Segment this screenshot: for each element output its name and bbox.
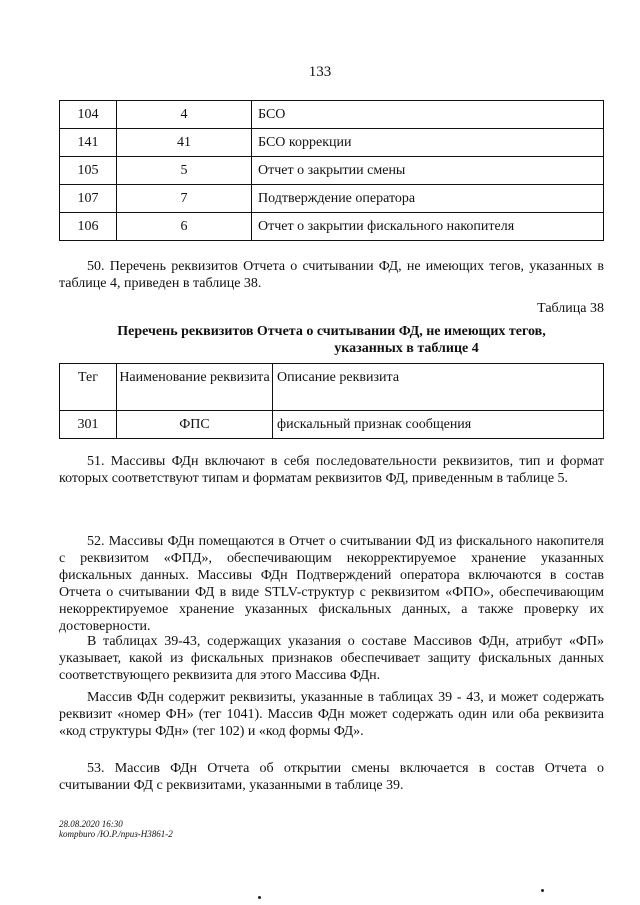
codes-table-body [60, 101, 604, 241]
paragraph-50: 50. Перечень реквизитов Отчета о считывании ФД, не имеющих тегов, указанных в таблице 4, приведен в таблице 38. [59, 259, 604, 291]
page-number: 133 [308, 64, 332, 80]
table-38-label: Таблица 38 [537, 301, 604, 316]
table-38-header-tag: Тег [60, 364, 117, 411]
footer-timestamp: 28.08.2020 16:30 [59, 819, 123, 829]
table-row [60, 129, 604, 157]
table-cell: 107 [60, 185, 117, 213]
footer-stamp [59, 819, 173, 839]
table-38-header-name: Наименование реквизита [117, 364, 273, 411]
table-row [60, 185, 604, 213]
paragraph-52-b: В таблицах 39-43, содержащих указания о составе Массивов ФДн, атрибут «ФП» указывает, какой из фискальных признаков обеспечивает защиту фискальных данных соответствующего реквизита для этого Массива ФДн. [59, 634, 604, 683]
table-38-header-description: Описание реквизита [273, 364, 604, 411]
table-cell: 7 [117, 185, 252, 213]
table-38-title-line1: Перечень реквизитов Отчета о считывании ФД, не имеющих тегов, [117, 324, 546, 339]
paragraph-52-c: Массив ФДн содержит реквизиты, указанные в таблицах 39 - 43, и может содержать реквизит «номер ФН» (тег 1041). Массив ФДн может содержать один или оба реквизита «код структуры ФДн» (тег 102) и «код формы ФД». [59, 690, 604, 739]
table-cell: 5 [117, 157, 252, 185]
table-cell: 105 [60, 157, 117, 185]
table-cell: Подтверждение оператора [252, 185, 604, 213]
paragraph-51: 51. Массивы ФДн включают в себя последовательности реквизитов, тип и формат которых соответствуют типам и форматам реквизитов ФД, приведенным в таблице 5. [59, 454, 604, 486]
table-38-header-row [60, 364, 604, 411]
codes-table [59, 100, 604, 241]
table-cell: 141 [60, 129, 117, 157]
table-row [60, 101, 604, 129]
table-row [60, 213, 604, 241]
table-cell: 301 [60, 411, 117, 439]
table-cell: 41 [117, 129, 252, 157]
scan-speck [541, 889, 544, 892]
table-row [60, 157, 604, 185]
table-cell: ФПС [117, 411, 273, 439]
table-cell: БСО [252, 101, 604, 129]
footer-path: kompburo /Ю.Р./приз-Н3861-2 [59, 829, 173, 839]
table-cell: 4 [117, 101, 252, 129]
paragraph-52: 52. Массивы ФДн помещаются в Отчет о считывании ФД из фискального накопителя с реквизитом «ФПД», обеспечивающим некорректируемое хранение указанных фискальных данных. Массивы ФДн Подтверждений оператора включаются в состав Отчета о считывании ФД в виде STLV-структур с реквизитом «ФПО», обеспечивающим некорректируемое хранение указанных фискальных данных, а также проверку их достоверности. [59, 534, 604, 634]
table-cell: Отчет о закрытии смены [252, 157, 604, 185]
table-cell: Отчет о закрытии фискального накопителя [252, 213, 604, 241]
table-38 [59, 363, 604, 439]
paragraph-53: 53. Массив ФДн Отчета об открытии смены включается в состав Отчета о считывании ФД с реквизитами, указанными в таблице 39. [59, 761, 604, 793]
table-38-title [59, 323, 604, 357]
table-38-title-line2: указанных в таблице 4 [334, 341, 479, 356]
scan-speck [258, 896, 261, 899]
table-cell: 104 [60, 101, 117, 129]
table-cell: 6 [117, 213, 252, 241]
table-cell: фискальный признак сообщения [273, 411, 604, 439]
table-row [60, 411, 604, 439]
table-cell: БСО коррекции [252, 129, 604, 157]
table-cell: 106 [60, 213, 117, 241]
